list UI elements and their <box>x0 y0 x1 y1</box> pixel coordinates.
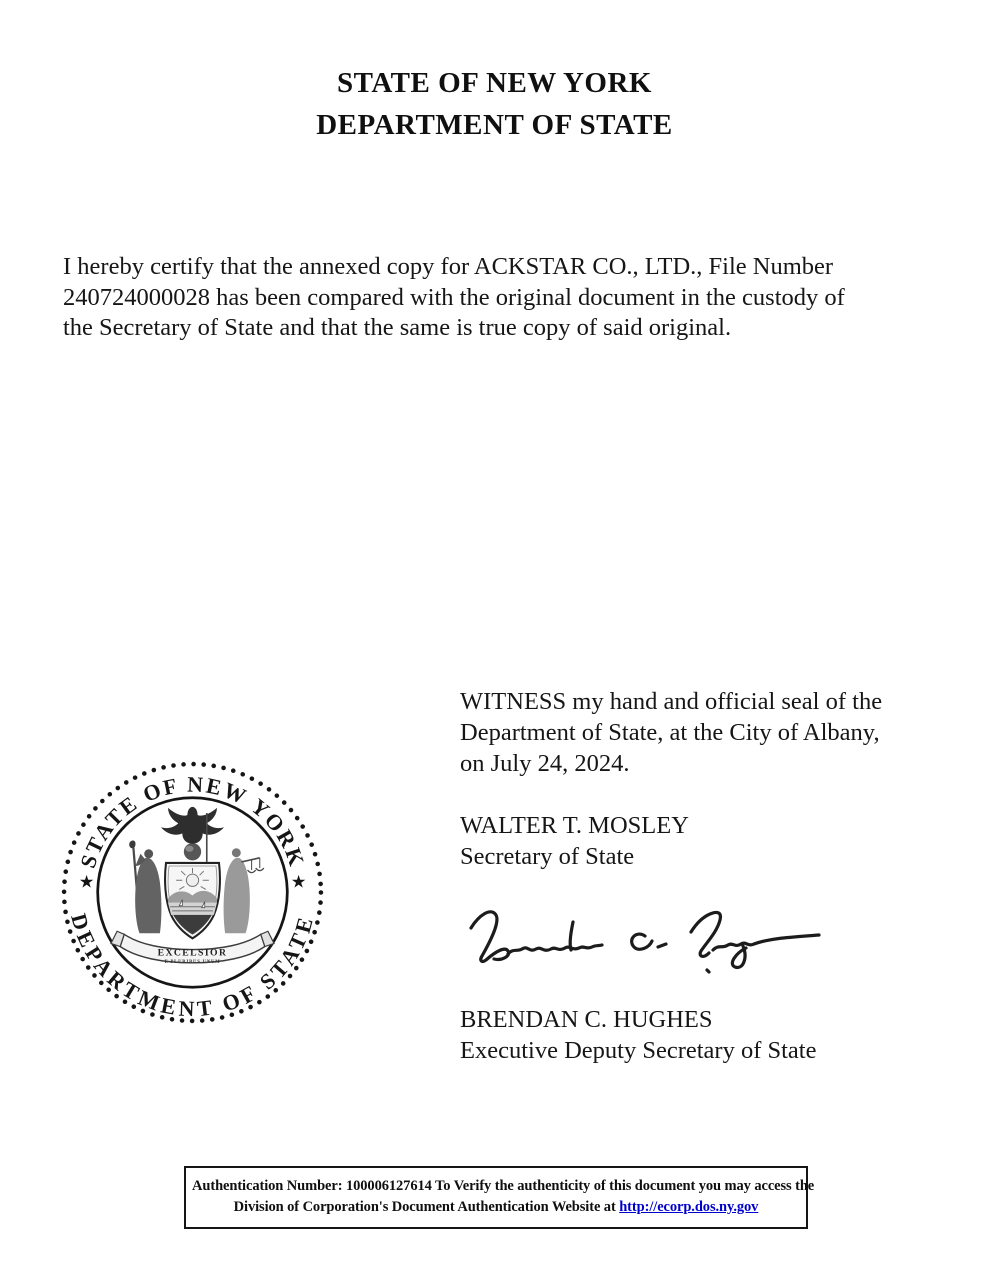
deputy-secretary-block <box>460 1004 940 1066</box>
department-seal <box>60 760 325 1025</box>
witness-line: Department of State, at the City of Albany, <box>460 719 880 746</box>
authentication-line-2-text: Division of Corporation's Document Authentication Website at <box>233 1199 620 1215</box>
eagle-and-globe <box>161 807 224 862</box>
coat-of-arms <box>111 807 274 965</box>
seal-ring-bottom-text: DEPARTMENT OF STATE <box>66 910 319 1022</box>
certification-line: the Secretary of State and that the same is true copy of said original. <box>63 314 732 341</box>
secretary-of-state-block <box>460 810 940 872</box>
star-icon: ★ <box>290 872 307 892</box>
secretary-name: WALTER T. MOSLEY <box>460 812 689 839</box>
star-icon: ★ <box>78 872 95 892</box>
certification-line: I hereby certify that the annexed copy for ACKSTAR CO., LTD., File Number <box>63 253 834 280</box>
witness-line: WITNESS my hand and official seal of the <box>460 688 883 715</box>
signature-image <box>455 890 835 990</box>
deputy-title: Executive Deputy Secretary of State <box>460 1037 817 1064</box>
authentication-line-1: Authentication Number: 100006127614 To Verify the authenticity of this document you may access the <box>192 1178 815 1194</box>
shield <box>165 863 220 938</box>
witness-statement <box>460 686 940 779</box>
witness-line: on July 24, 2024. <box>460 750 630 777</box>
header-line-department: DEPARTMENT OF STATE <box>316 109 673 141</box>
deputy-name: BRENDAN C. HUGHES <box>460 1006 713 1033</box>
justice-figure <box>224 848 264 933</box>
seal-ring-top-text: STATE OF NEW YORK <box>74 771 311 871</box>
header-line-state: STATE OF NEW YORK <box>337 67 652 99</box>
ecorp-website-link[interactable]: http://ecorp.dos.ny.gov <box>619 1199 759 1215</box>
secretary-title: Secretary of State <box>460 843 635 870</box>
liberty-figure <box>129 840 161 933</box>
certification-line: 240724000028 has been compared with the original document in the custody of <box>63 283 845 311</box>
authentication-box <box>184 1166 815 1229</box>
signature-strokes <box>471 912 819 972</box>
seal-motto-small-text: E PLURIBUS UNUM <box>164 959 221 965</box>
seal-motto-text: EXCELSIOR <box>157 947 228 959</box>
certification-paragraph <box>63 252 943 344</box>
authentication-line-2 <box>192 1197 800 1218</box>
document-header <box>0 62 989 146</box>
